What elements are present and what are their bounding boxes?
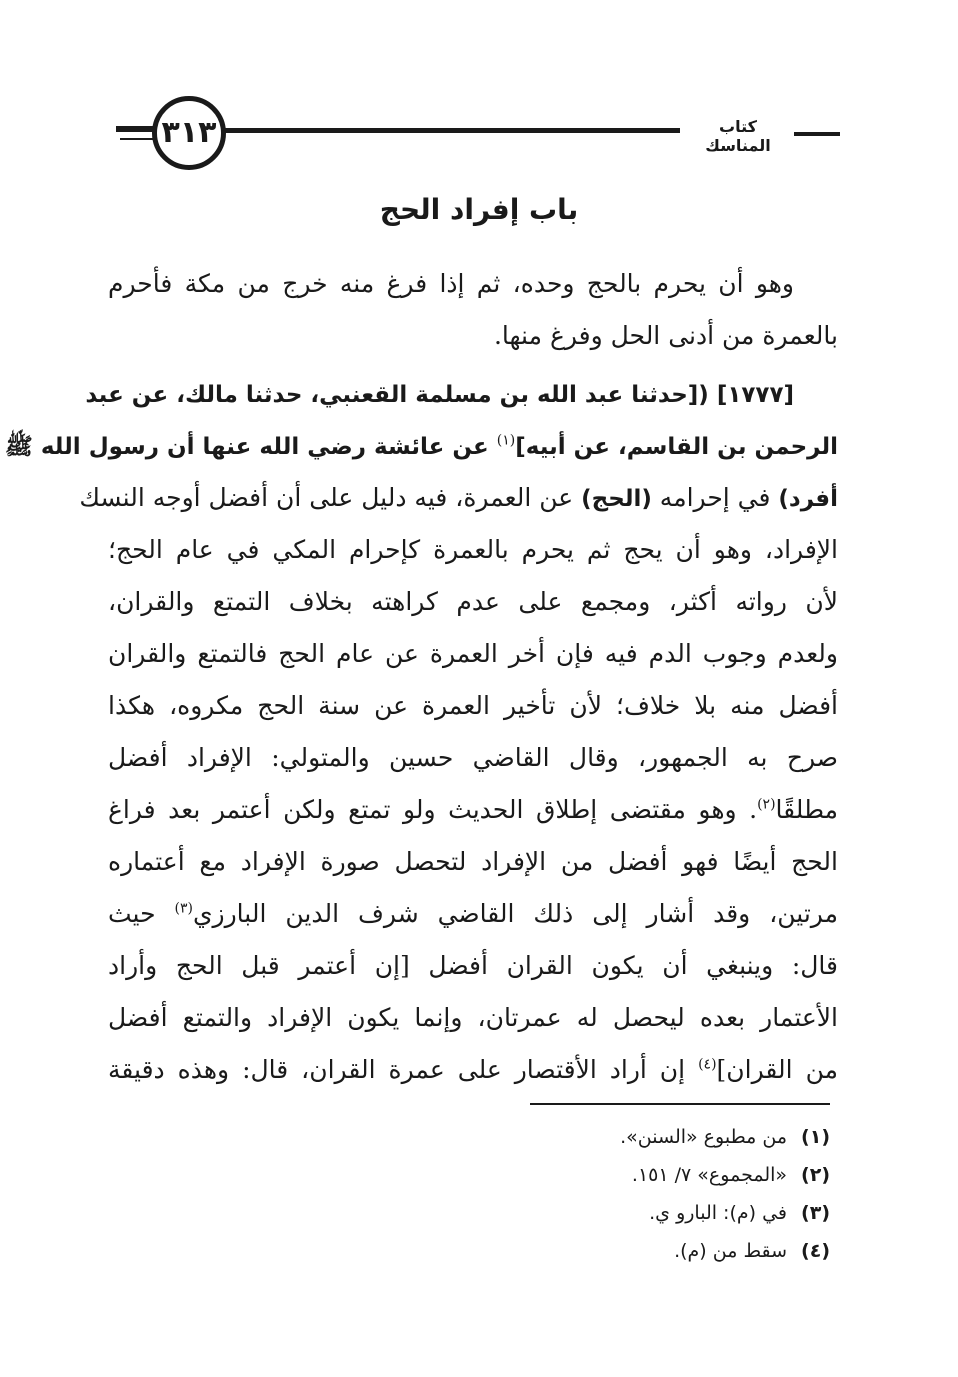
page-number-badge — [152, 96, 226, 170]
text-line: الأعتمار بعده ليحصل له عمرتان، وإنما يكون الإفراد والتمتع أفضل — [108, 1003, 838, 1032]
text-line: الحج أيضًا فهو أفضل من الإفراد لتحصل صورة الإفراد مع أعتماره — [108, 847, 838, 876]
footnote-text: في (م): البارو ي. — [649, 1202, 788, 1224]
footnote-separator — [530, 1103, 830, 1105]
text-line: بالعمرة من أدنى الحل وفرغ منها. — [493, 321, 838, 350]
page-header — [0, 0, 958, 180]
footnote-text: سقط من (م). — [674, 1240, 788, 1262]
text-line: أفضل منه بلا خلاف؛ لأن تأخير العمرة عن سنة الحج مكروه، هكذا — [108, 691, 838, 720]
footnote — [300, 1232, 830, 1270]
commentary-text: عن العمرة، فيه دليل على أن أفضل أوجه النسك — [79, 483, 582, 512]
commentary-text: في إحرامه — [651, 483, 779, 512]
footnote-text: من مطبوع «السنن». — [620, 1126, 788, 1148]
commentary-text: مرتين، وقد أشار إلى ذلك القاضي شرف الدين البارزي — [192, 899, 838, 928]
text-line: الإفراد، وهو أن يحج ثم يحرم بالعمرة كإحرام المكي في عام الحج؛ — [108, 535, 838, 564]
text-line: لأن رواته أكثر، ومجمع على عدم كراهته بخلاف التمتع والقران، — [108, 587, 838, 616]
text-line — [108, 784, 838, 836]
footnote-ref[interactable]: (٤) — [698, 1056, 717, 1073]
text-line — [108, 1044, 838, 1096]
footnote — [300, 1118, 830, 1156]
header-rule — [794, 132, 840, 136]
footnote-number: (٤) — [801, 1240, 830, 1262]
hadith-isnad: [١٧٧٧] ([حدثنا عبد الله بن مسلمة القعنبي، حدثنا مالك، عن عبد — [85, 382, 794, 408]
header-rule — [224, 128, 680, 133]
footnotes — [300, 1118, 830, 1270]
footnote-number: (٢) — [801, 1164, 830, 1186]
footnote-number: (١) — [801, 1126, 830, 1148]
hadith-matn: أفرد) — [778, 486, 838, 512]
text-line — [108, 888, 838, 940]
running-head: كتاب المناسك — [705, 117, 771, 155]
text-line — [79, 472, 838, 524]
footnote-ref[interactable]: (١) — [496, 432, 516, 449]
footnote — [300, 1156, 830, 1194]
hadith-isnad: الرحمن بن القاسم، عن أبيه] — [515, 434, 838, 460]
commentary-text: مطلقًا — [775, 795, 838, 824]
text-line — [85, 368, 838, 420]
commentary-text: إن أراد الأقتصار على عمرة القران، قال: وهذه دقيقة — [108, 1055, 699, 1084]
footnote-text: «المجموع» ٧/ ١٥١. — [631, 1164, 788, 1186]
footnote-ref[interactable]: (٣) — [174, 900, 193, 917]
footnote — [300, 1194, 830, 1232]
footnote-ref[interactable]: (٢) — [757, 796, 776, 813]
text-line — [5, 420, 838, 472]
commentary-text: . وهو مقتضى إطلاق الحديث ولو تمتع ولكن أعتمر بعد فراغ — [108, 795, 758, 824]
text-line: ولعدم وجوب الدم فيه فإن أخر العمرة عن عام الحج فالتمتع والقران — [108, 639, 838, 668]
main-text — [5, 258, 838, 1096]
text-line: قال: وينبغي أن يكون القران أفضل [إن أعتمر قبل الحج وأراد — [108, 951, 838, 980]
chapter-title: باب إفراد الحج — [379, 193, 579, 226]
hadith-matn: عن عائشة رضي الله عنها أن رسول الله ﷺ — [5, 434, 497, 460]
text-line: صرح به الجمهور، وقال القاضي حسين والمتولي: الإفراد أفضل — [108, 743, 838, 772]
page-number: ٣١٣ — [161, 115, 217, 150]
text-line: وهو أن يحرم بالحج وحده، ثم إذا فرغ منه خرج من مكة فأحرم — [108, 269, 794, 298]
commentary-text: من القران] — [716, 1055, 838, 1084]
commentary-text: حيث — [108, 899, 175, 928]
quoted-word: (الحج) — [581, 486, 652, 512]
footnote-number: (٣) — [801, 1202, 830, 1224]
